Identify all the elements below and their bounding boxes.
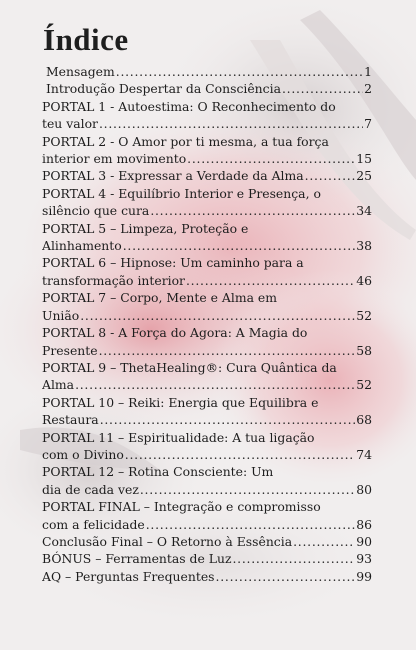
toc-page-number: 34 [356, 203, 372, 219]
toc-entry-title: Introdução Despertar da Consciência [46, 81, 281, 97]
toc-page-number: 1 [364, 64, 372, 79]
toc-entry-title-line: PORTAL 9 – ThetaHealing®: Cura Quântica da [42, 359, 337, 375]
toc-entry-title: AQ – Perguntas Frequentes [42, 568, 215, 584]
dot-leader [282, 80, 363, 97]
toc-entry[interactable] [42, 254, 372, 289]
toc-entry-title: Conclusão Final – O Retorno à Essência [42, 533, 293, 549]
dot-leader [125, 446, 355, 463]
toc-entry-title: Mensagem [46, 64, 115, 79]
toc-entry-title-line: PORTAL 12 – Rotina Consciente: Um [42, 464, 274, 480]
toc-page-number: 68 [356, 412, 372, 428]
dot-leader [116, 63, 363, 80]
toc-entry-title-line: PORTAL 5 – Limpeza, Proteção e [42, 220, 249, 236]
toc-entry-title: dia de cada vez [42, 481, 139, 497]
dot-leader [186, 272, 355, 289]
toc-page-number: 46 [356, 272, 372, 288]
toc-page-number: 99 [356, 568, 372, 584]
toc-entry-title-line: PORTAL 6 – Hipnose: Um caminho para a [42, 255, 304, 271]
toc-entry-title-line: PORTAL 11 – Espiritualidade: A tua ligação [42, 429, 315, 445]
toc-entry-title: Alma [42, 377, 75, 393]
toc-entry-title-line: PORTAL 1 - Autoestima: O Reconhecimento do [42, 98, 336, 114]
toc-page-number: 80 [356, 481, 372, 497]
dot-leader [99, 115, 363, 132]
toc-entry-title-line: PORTAL 7 – Corpo, Mente e Alma em [42, 290, 277, 306]
toc-entry[interactable] [42, 463, 372, 498]
toc-entry[interactable] [42, 498, 372, 533]
dot-leader [216, 568, 356, 585]
toc-entry-title-line: PORTAL 4 - Equilíbrio Interior e Presença, o [42, 185, 321, 201]
toc-entry-title: com o Divino [42, 446, 124, 462]
toc-entry[interactable] [42, 289, 372, 324]
dot-leader [233, 550, 356, 567]
toc-page-number: 52 [356, 307, 372, 323]
toc-entry-title: interior em movimento [42, 151, 187, 167]
toc-page-number: 15 [356, 151, 372, 167]
toc-entry-title-line: PORTAL FINAL – Integração e compromisso [42, 499, 321, 515]
dot-leader [293, 533, 355, 550]
toc-page-number: 86 [356, 516, 372, 532]
toc-entry-title: silêncio que cura [42, 203, 150, 219]
dot-leader [150, 202, 355, 219]
toc-entry-title: Presente [42, 342, 98, 358]
toc-entry[interactable] [42, 550, 372, 567]
toc-entry[interactable] [42, 533, 372, 550]
dot-leader [305, 167, 356, 184]
toc-entry[interactable] [42, 429, 372, 464]
toc-entry-title-line: PORTAL 2 - O Amor por ti mesma, a tua força [42, 133, 329, 149]
toc-entry-title: teu valor [42, 116, 98, 132]
dot-leader [146, 516, 355, 533]
toc-entry-title-line: PORTAL 10 – Reiki: Energia que Equilibra e [42, 394, 319, 410]
table-of-contents [42, 63, 372, 585]
toc-entry-title: transformação interior [42, 272, 185, 288]
page-title: Índice [43, 22, 129, 57]
toc-entry[interactable] [42, 185, 372, 220]
toc-entry[interactable] [42, 324, 372, 359]
toc-page-number: 38 [356, 238, 372, 254]
toc-entry-title: Restaura [42, 412, 99, 428]
toc-entry[interactable] [42, 394, 372, 429]
toc-entry[interactable] [42, 133, 372, 168]
dot-leader [140, 481, 355, 498]
toc-entry-title: PORTAL 3 - Expressar a Verdade da Alma [42, 168, 304, 184]
toc-entry-title-line: PORTAL 8 - A Força do Agora: A Magia do [42, 325, 308, 341]
toc-entry-title: Alinhamento [42, 238, 122, 254]
toc-page-number: 7 [364, 116, 372, 132]
toc-page-number: 58 [356, 342, 372, 358]
dot-leader [187, 150, 355, 167]
toc-entry-title: com a felicidade [42, 516, 145, 532]
toc-entry[interactable] [42, 167, 372, 184]
toc-page-number: 93 [356, 551, 372, 567]
dot-leader [99, 342, 356, 359]
toc-entry-title: BÓNUS – Ferramentas de Luz [42, 551, 232, 567]
toc-entry[interactable] [42, 98, 372, 133]
toc-page-number: 52 [356, 377, 372, 393]
toc-entry-title: União [42, 307, 80, 323]
dot-leader [75, 376, 355, 393]
toc-page-number: 2 [364, 81, 372, 97]
dot-leader [123, 237, 355, 254]
dot-leader [100, 411, 356, 428]
toc-page-number: 25 [356, 168, 372, 184]
toc-entry[interactable] [42, 220, 372, 255]
toc-entry[interactable] [42, 80, 372, 97]
toc-entry[interactable] [42, 63, 372, 80]
toc-entry[interactable] [42, 568, 372, 585]
toc-page-number: 74 [356, 446, 372, 462]
toc-page-number: 90 [356, 533, 372, 549]
toc-entry[interactable] [42, 359, 372, 394]
dot-leader [80, 307, 355, 324]
